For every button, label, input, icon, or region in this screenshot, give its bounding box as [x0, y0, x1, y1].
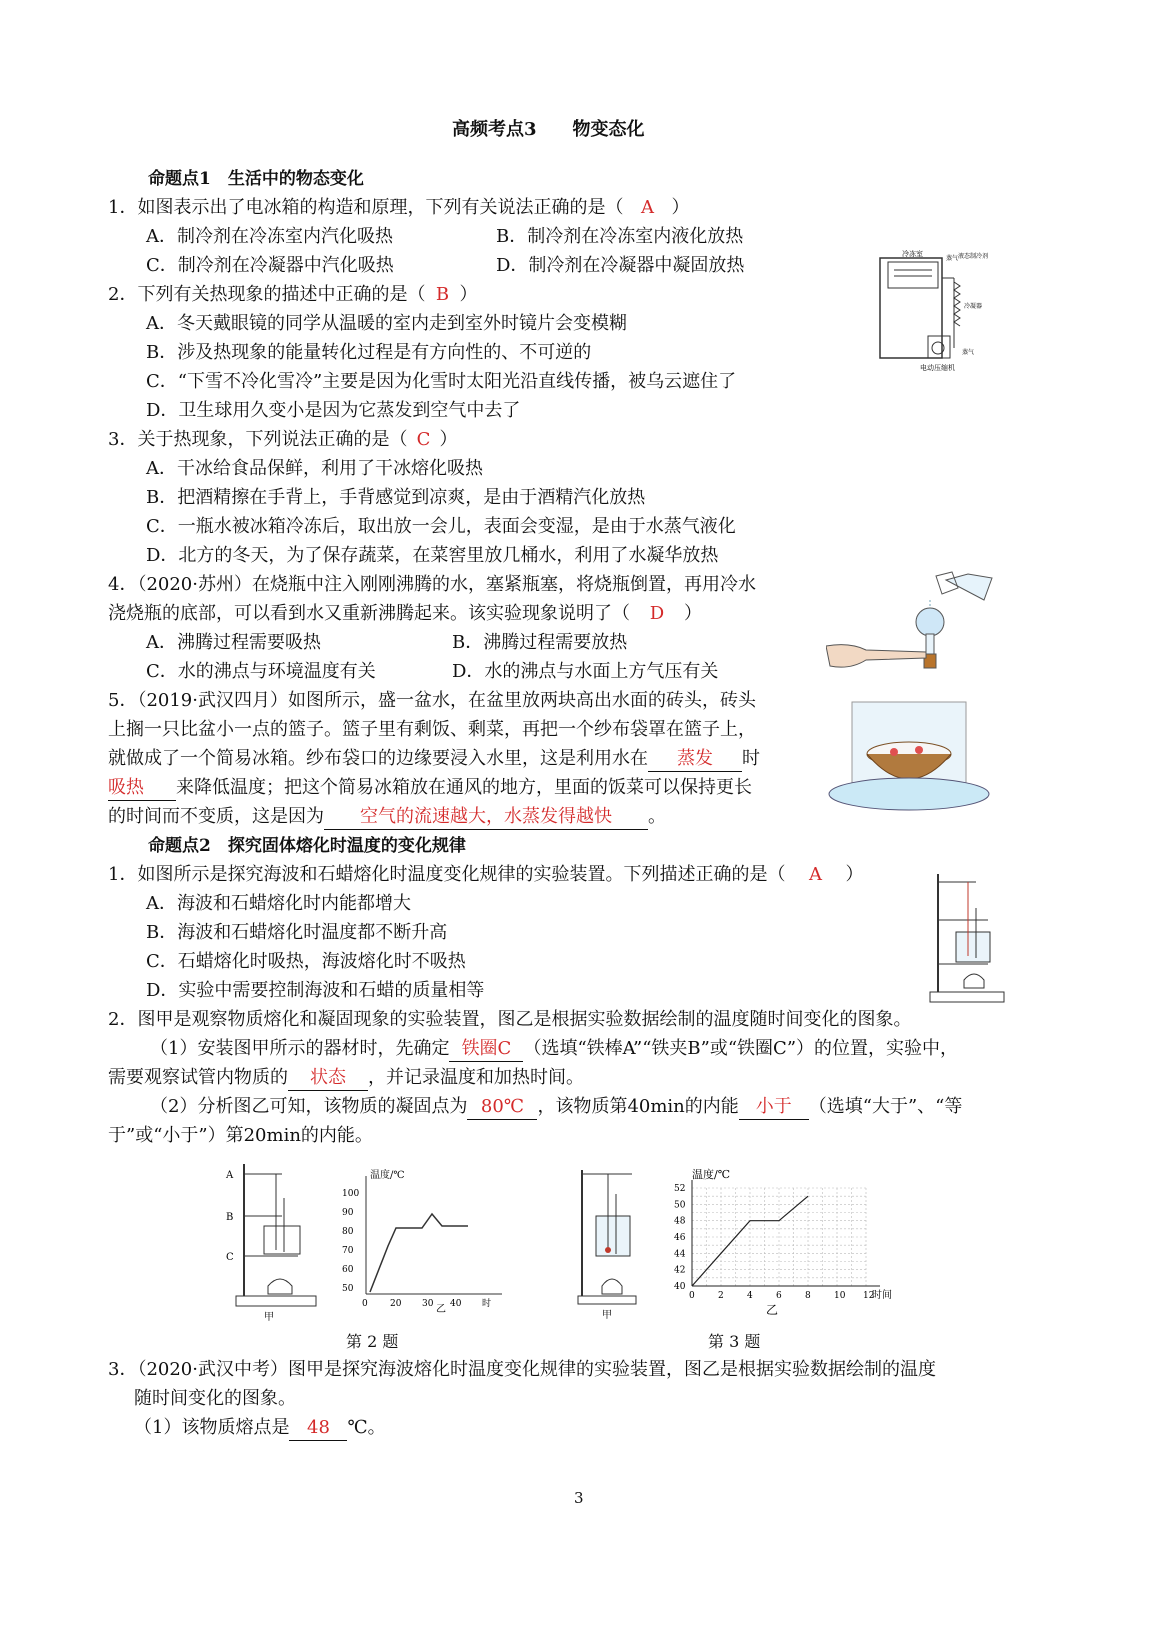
q2-stem-text: 2．下列有关热现象的描述中正确的是（	[108, 284, 426, 305]
simple-icebox-diagram	[824, 696, 994, 826]
s2-q2-stem: 2．图甲是观察物质熔化和凝固现象的实验装置，图乙是根据实验数据绘制的温度随时间变化的图象。	[108, 1009, 912, 1030]
s2-q3-line2: 随时间变化的图象。	[134, 1388, 296, 1409]
fridge-label-4: 冷凝器	[964, 303, 983, 310]
fig3-ytick: 44	[674, 1249, 686, 1260]
q5-line5-end: 。	[648, 806, 666, 827]
fig3-xtick: 6	[776, 1291, 782, 1301]
fig2-label-a: A	[226, 1170, 234, 1181]
q5-line3-end: 时	[742, 748, 760, 769]
fig3-xtick: 8	[805, 1291, 811, 1301]
q1-option-b: B．制冷剂在冷冻室内液化放热	[496, 226, 744, 247]
q5-line3	[108, 747, 760, 772]
q3-option-a: A．干冰给食品保鲜，利用了干冰熔化吸热	[146, 458, 483, 479]
fig3-xtick: 2	[718, 1291, 724, 1301]
s2-q2-p1d: ，并记录温度和加热时间。	[368, 1067, 584, 1088]
q3-option-d: D．北方的冬天，为了保存蔬菜，在菜窖里放几桶水，利用了水凝华放热	[146, 545, 719, 566]
q5-line3-text: 就做成了一个简易冰箱。纱布袋口的边缘要浸入水里，这是利用水在	[108, 748, 648, 769]
q1-option-a: A．制冷剂在冷冻室内汽化吸热	[146, 226, 393, 247]
q4-option-a: A．沸腾过程需要吸热	[146, 632, 321, 653]
q3-option-c: C．一瓶水被冰箱冷冻后，取出放一会儿，表面会变湿，是由于水蒸气液化	[146, 516, 736, 537]
q4-option-c: C．水的沸点与环境温度有关	[146, 661, 376, 682]
q4-option-d: D．水的沸点与水面上方气压有关	[452, 661, 719, 682]
s2-q3-p1b: ℃。	[347, 1417, 386, 1438]
fig3-xtick: 0	[689, 1291, 695, 1301]
q1-option-d: D．制冷剂在冷凝器中凝固放热	[496, 255, 745, 276]
melting-apparatus	[926, 868, 1006, 1008]
s2-q3-p1a: （1）该物质熔点是	[134, 1417, 290, 1438]
fig2-ytick: 50	[342, 1284, 354, 1294]
fig2-ytick: 100	[342, 1189, 360, 1199]
fig2-xtick: 30	[422, 1299, 434, 1309]
q1-stem-text: 1．如图表示出了电冰箱的构造和原理，下列有关说法正确的是（	[108, 197, 624, 218]
s2-q2-p2-line1	[150, 1095, 962, 1120]
s2-q2-p2a: （2）分析图乙可知，该物质的凝固点为	[150, 1096, 468, 1117]
q3-answer: C	[416, 429, 431, 450]
section-heading-1: 命题点1 生活中的物态变化	[148, 169, 364, 189]
q1-close: ）	[671, 197, 690, 218]
q4-answer: D	[649, 603, 665, 624]
q2-answer: B	[435, 284, 450, 305]
q5-blank-2: 吸热	[108, 776, 176, 801]
q2-option-b: B．涉及热现象的能量转化过程是有方向性的、不可逆的	[146, 342, 592, 363]
fig3-xlabel: 时间	[872, 1290, 892, 1301]
fig2-caption-jia: 甲	[264, 1312, 274, 1322]
fig3-ytick: 50	[674, 1200, 686, 1211]
s2-q2-p1c: 需要观察试管内物质的	[108, 1067, 288, 1088]
q2-stem	[108, 283, 477, 307]
q3-close: ）	[439, 429, 458, 450]
q2-option-d: D．卫生球用久变小是因为它蒸发到空气中去了	[146, 400, 521, 421]
s2-q2-blank-1: 铁圈C	[449, 1037, 523, 1062]
fig3-xtick: 10	[834, 1291, 846, 1301]
q3-stem	[108, 428, 457, 452]
fig2-label-c: C	[226, 1252, 234, 1263]
s2-q2-p2-line2: 于”或“小于”）第20min的内能。	[108, 1125, 373, 1146]
fig2-apparatus-jia	[222, 1158, 322, 1322]
fig2-ytick: 70	[342, 1246, 354, 1256]
q4-line2	[108, 602, 702, 626]
s2-q2-blank-2: 状态	[288, 1066, 368, 1091]
q3-stem-text: 3．关于热现象，下列说法正确的是（	[108, 429, 408, 450]
q4-option-b: B．沸腾过程需要放热	[452, 632, 628, 653]
q2-close: ）	[459, 284, 478, 305]
s2-q2-p1-line1	[150, 1037, 958, 1062]
s2-q2-p2c: （选填“大于”、“等	[808, 1096, 963, 1117]
fridge-label-2: 蒸气	[946, 255, 959, 262]
fig2-ytick: 90	[342, 1208, 354, 1218]
fig2-xtick: 0	[362, 1299, 368, 1309]
fig2-ytick: 60	[342, 1265, 354, 1275]
fridge-label-3: 液态制冷剂	[958, 253, 989, 260]
fig3-chart-yi	[670, 1166, 900, 1316]
flask-diagram	[826, 566, 998, 682]
s2-q1-answer: A	[808, 864, 822, 885]
fridge-label-1: 冷冻室	[902, 250, 923, 258]
q4-line2-text: 浇烧瓶的底部，可以看到水又重新沸腾起来。该实验现象说明了（	[108, 603, 630, 624]
fig2-ytick: 80	[342, 1227, 354, 1237]
fig3-ytick: 42	[674, 1265, 686, 1276]
s2-q1-option-c: C．石蜡熔化时吸热，海波熔化时不吸热	[146, 951, 466, 972]
fig2-xtick: 20	[390, 1299, 402, 1309]
fig2-ylabel: 温度/℃	[370, 1170, 405, 1181]
fridge-diagram	[872, 248, 992, 376]
fig3-caption-jia: 甲	[602, 1310, 612, 1321]
q1-stem	[108, 196, 689, 220]
page-title: 高频考点3 物变态化	[452, 119, 645, 140]
s2-q3-blank-1: 48	[289, 1416, 347, 1441]
fig3-ytick: 52	[674, 1184, 686, 1194]
fig2-label-b: B	[226, 1212, 234, 1223]
s2-q2-blank-3: 80℃	[467, 1095, 537, 1120]
s2-q2-p1-line2	[108, 1066, 584, 1091]
q2-option-c: C．“下雪不冷化雪冷”主要是因为化雪时太阳光沿直线传播，被乌云遮住了	[146, 371, 737, 392]
s2-q2-p1b: （选填“铁棒A”“铁夹B”或“铁圈C”）的位置，实验中，	[523, 1038, 959, 1059]
fig3-ylabel: 温度/℃	[692, 1168, 731, 1181]
page-number: 3	[574, 1489, 584, 1507]
s2-q1-close: ）	[845, 864, 864, 885]
q5-line5-text: 的时间而不变质，这是因为	[108, 806, 324, 827]
s2-q1-stem	[108, 863, 863, 887]
s2-q1-option-d: D．实验中需要控制海波和石蜡的质量相等	[146, 980, 485, 1001]
q3-option-b: B．把酒精擦在手背上，手背感觉到凉爽，是由于酒精汽化放热	[146, 487, 646, 508]
s2-q2-p1a: （1）安装图甲所示的器材时，先确定	[150, 1038, 450, 1059]
q5-line4-text: 来降低温度；把这个简易冰箱放在通风的地方，里面的饭菜可以保持更长	[176, 777, 752, 798]
s2-q1-option-a: A．海波和石蜡熔化时内能都增大	[146, 893, 411, 914]
q1-answer: A	[640, 197, 654, 218]
s2-q2-blank-4: 小于	[739, 1095, 809, 1120]
q5-line4	[108, 776, 752, 801]
fig2-xtick: 40	[450, 1299, 462, 1309]
fig3-ytick: 46	[674, 1233, 686, 1243]
fig3-apparatus-jia	[572, 1166, 642, 1322]
fig2-caption-yi: 乙	[436, 1304, 446, 1315]
s2-q1-option-b: B．海波和石蜡熔化时温度都不断升高	[146, 922, 448, 943]
fig3-xtick: 4	[747, 1291, 753, 1301]
q1-option-c: C．制冷剂在冷凝器中汽化吸热	[146, 255, 394, 276]
fridge-label-6: 电动压缩机	[920, 364, 955, 372]
fig2-chart-yi	[336, 1166, 506, 1322]
s2-q1-stem-text: 1．如图所示是探究海波和石蜡熔化时温度变化规律的实验装置。下列描述正确的是（	[108, 864, 786, 885]
fig3-xtick: 12	[863, 1291, 875, 1301]
fig2-xtick: 时	[482, 1299, 492, 1309]
fig3-ytick: 40	[674, 1282, 686, 1292]
fig3-ytick: 48	[674, 1216, 686, 1227]
q5-blank-1: 蒸发	[648, 747, 742, 772]
q2-option-a: A．冬天戴眼镜的同学从温暖的室内走到室外时镜片会变模糊	[146, 313, 627, 334]
q4-line1: 4．（2020·苏州）在烧瓶中注入刚刚沸腾的水，塞紧瓶塞，将烧瓶倒置，再用冷水	[108, 574, 756, 595]
s2-q2-p2b: ，该物质第40min的内能	[537, 1096, 739, 1117]
fig3-caption-yi: 乙	[766, 1303, 779, 1316]
q4-close: ）	[684, 603, 702, 624]
s2-q3-p1	[134, 1416, 386, 1441]
q5-blank-3: 空气的流速越大，水蒸发得越快	[324, 805, 648, 830]
fig2-caption: 第 2 题	[346, 1332, 399, 1351]
q5-line5	[108, 805, 666, 830]
fig3-caption: 第 3 题	[708, 1332, 761, 1351]
q5-line2: 上搁一只比盆小一点的篮子。篮子里有剩饭、剩菜，再把一个纱布袋罩在篮子上，	[108, 719, 756, 740]
q5-line1: 5．（2019·武汉四月）如图所示，盛一盆水，在盆里放两块高出水面的砖头，砖头	[108, 690, 756, 711]
section-heading-2: 命题点2 探究固体熔化时温度的变化规律	[148, 836, 466, 856]
fridge-label-5: 蒸气	[962, 349, 975, 356]
s2-q3-line1: 3．（2020·武汉中考）图甲是探究海波熔化时温度变化规律的实验装置，图乙是根据实验数据绘制的温度	[108, 1359, 936, 1380]
